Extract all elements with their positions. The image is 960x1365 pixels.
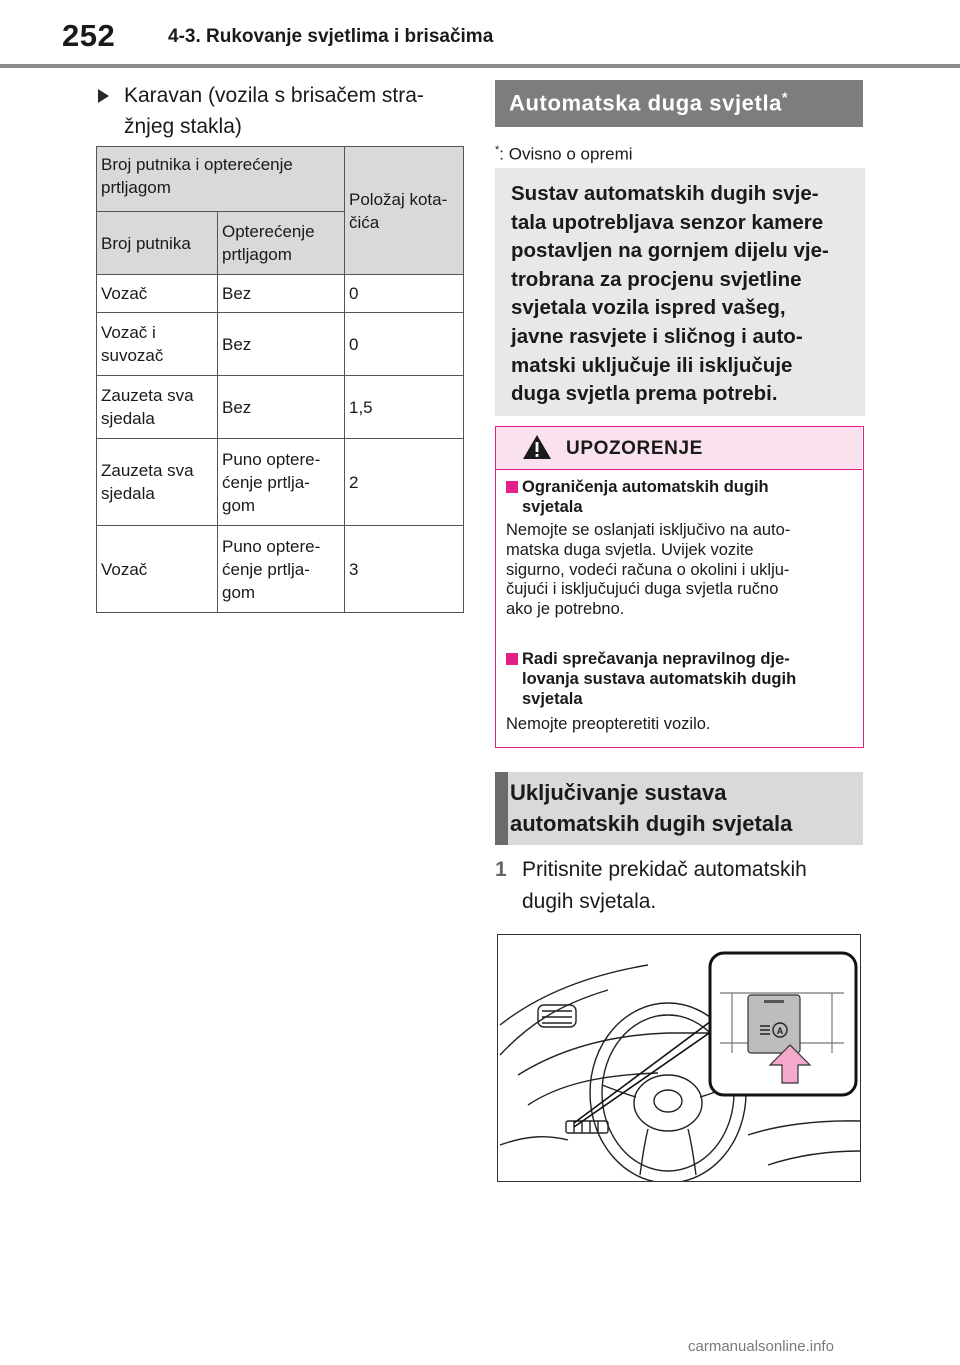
warning-title: UPOZORENJE [566,438,703,459]
cell-passengers: Zauzeta sva sjedala [97,376,218,439]
auto-heading-text: Automatska duga svjetla [509,90,782,116]
section-title: 4-3. Rukovanje svjetlima i brisačima [168,26,494,47]
cell-load: Bez [218,376,345,439]
table-row [97,376,464,439]
table-row [97,275,464,313]
header-load: Opterećenje prtljagom [218,212,345,275]
bullet-square-icon [506,653,518,665]
auto-heading-mark: * [782,89,789,105]
header-passengers: Broj putnika [97,212,218,275]
warning-header [496,427,862,470]
warning-triangle-icon [522,433,552,461]
info-text: Sustav automatskih dugih svje- tala upotrebljava senzor kamere postavljen na gornjem dijelu vje- trobrana za procjenu svjetline svjetala vozila ispred vašeg, javne rasvjete i sličnog i auto- matski uključuje ili isključuje duga svjetla prema potrebi. [511,182,829,406]
warning-subheading [506,477,769,517]
header-passengers-load: Broj putnika i opterećenje prtljagom [97,147,345,212]
cell-passengers: Vozač [97,526,218,613]
steering-wheel-illustration [498,935,861,1182]
info-box [495,168,865,416]
warning-box [495,426,864,748]
cell-position: 0 [345,275,464,313]
cell-load: Bez [218,313,345,376]
cell-position: 2 [345,439,464,526]
step-1 [495,854,865,918]
step-number: 1 [495,858,507,881]
cell-load: Bez [218,275,345,313]
footnote [495,144,633,165]
variant-title [98,80,458,142]
header-position: Položaj kota- čića [345,147,464,275]
warning-para1: Nemojte se oslanjati isključivo na auto- matska duga svjetla. Uvijek vozite sigurno, vodeći računa o okolini i uklju- čujući i isključujući duga svjetla ručno ako je potrebno. [506,521,791,619]
turn-on-heading-text: Uključivanje sustava automatskih dugih svjetala [510,780,793,836]
header-rule [0,64,960,68]
bullet-square-icon [506,481,518,493]
cell-position: 3 [345,526,464,613]
page-number: 252 [62,18,116,53]
auto-high-beam-heading [495,80,863,127]
turn-on-heading [495,772,863,845]
warning-sub1: Ograničenja automatskih dugih svjetala [522,478,769,516]
svg-text:A: A [776,1026,784,1036]
warning-sub2: Radi sprečavanja nepravilnog dje- lovanja sustava automatskih dugih svjetala [522,650,797,708]
cell-load: Puno optere- ćenje prtlja- gom [218,526,345,613]
warning-subheading [506,649,796,709]
watermark: carmanualsonline.info [688,1338,834,1355]
warning-para2: Nemojte preopteretiti vozilo. [506,715,711,733]
table-header-row [97,147,464,212]
step-text: Pritisnite prekidač automatskih dugih svjetala. [522,858,807,913]
dashboard-illustration [497,934,861,1182]
table-row [97,526,464,613]
table-row [97,439,464,526]
bullet-triangle-icon [98,89,109,103]
footnote-mark: * [495,144,500,156]
load-table [96,146,464,613]
table-row [97,313,464,376]
cell-position: 0 [345,313,464,376]
cell-passengers: Vozač [97,275,218,313]
variant-title-text: Karavan (vozila s brisačem stra- žnjeg stakla) [124,84,424,138]
footnote-text: : Ovisno o opremi [499,144,633,164]
cell-position: 1,5 [345,376,464,439]
cell-load: Puno optere- ćenje prtlja- gom [218,439,345,526]
cell-passengers: Zauzeta sva sjedala [97,439,218,526]
cell-passengers: Vozač i suvozač [97,313,218,376]
